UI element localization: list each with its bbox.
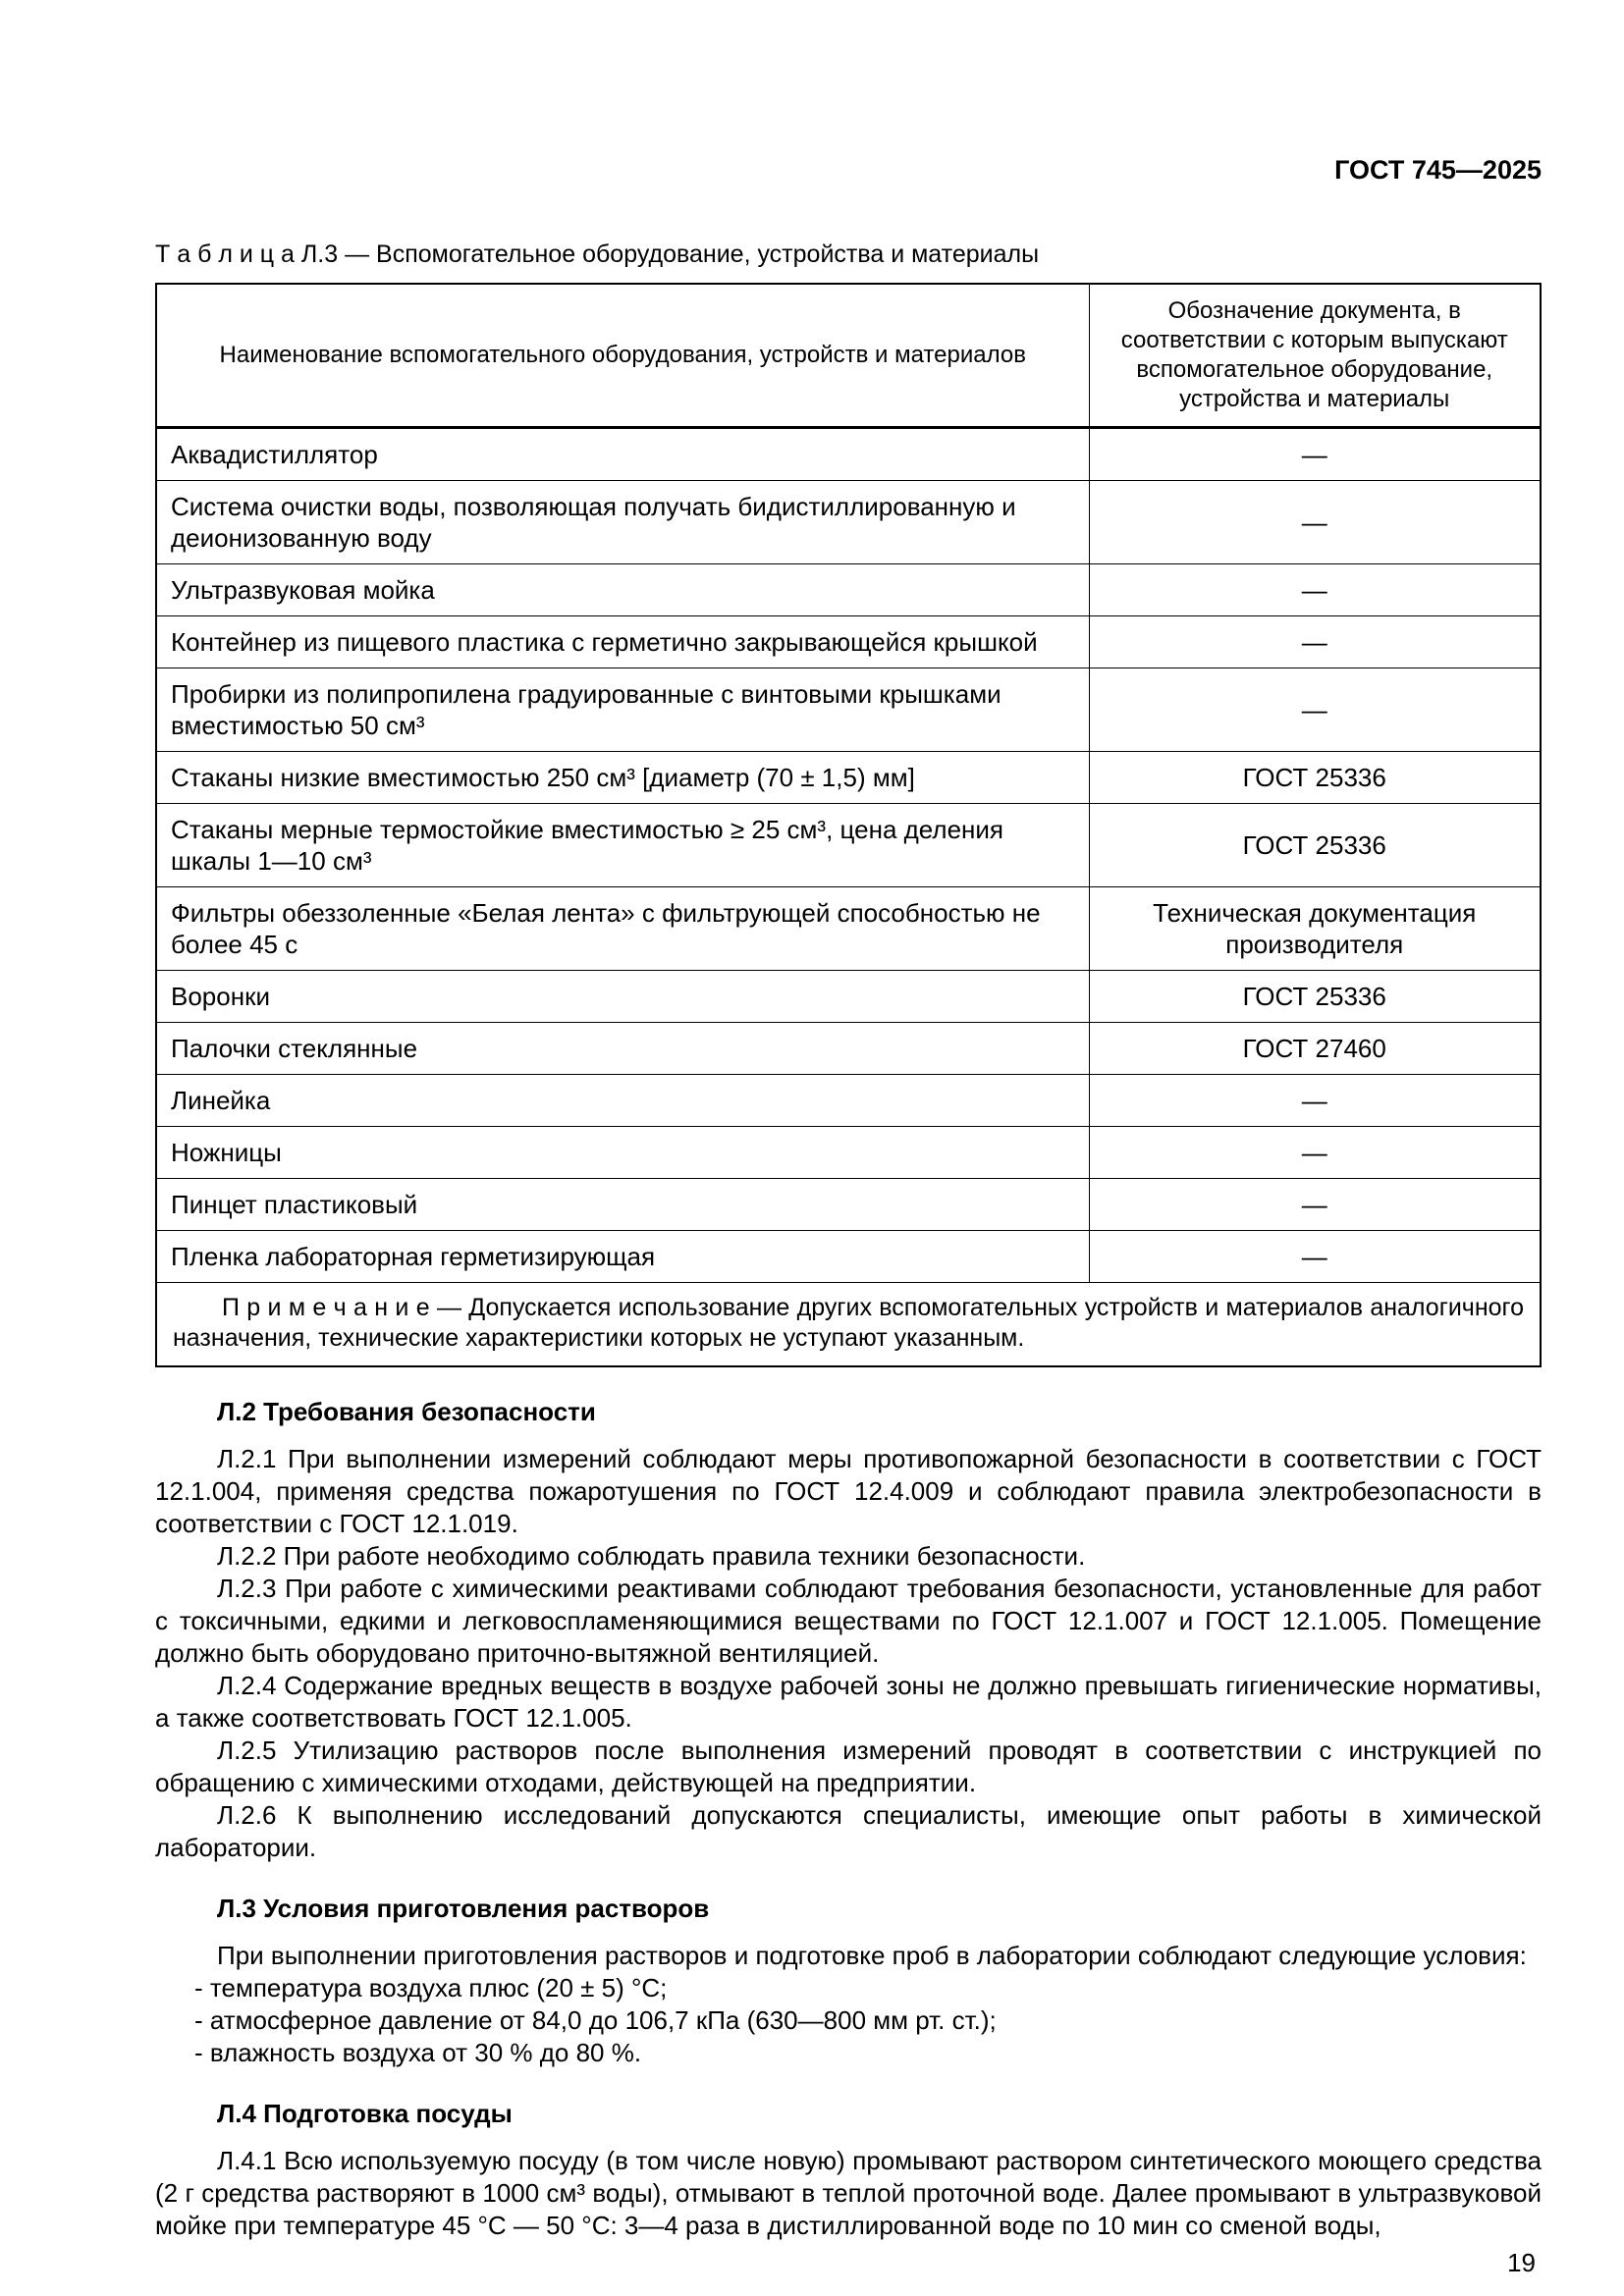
document-ref-cell: Техническая документация производителя [1089,887,1541,971]
equipment-name-cell: Контейнер из пищевого пластика с герметично закрывающейся крышкой [156,616,1089,668]
equipment-name-cell: Пробирки из полипропилена градуированные с винтовыми крышками вместимостью 50 см³ [156,668,1089,752]
running-header: ГОСТ 745—2025 [1334,155,1542,185]
list-item: - атмосферное давление от 84,0 до 106,7 кПа (630—800 мм рт. ст.); [194,2005,997,2035]
page-number: 19 [1507,2248,1536,2277]
table-note: П р и м е ч а н и е — Допускается использование других вспомогательных устройств и материалов аналогичного назначения, технические характеристики которых не уступают указанным. [156,1283,1541,1367]
document-ref-cell: ГОСТ 25336 [1089,804,1541,887]
section-heading: Л.4 Подготовка посуды [217,2099,513,2128]
list-item: - влажность воздуха от 30 % до 80 %. [194,2038,642,2067]
equipment-name-cell: Система очистки воды, позволяющая получать бидистиллированную и деионизованную воду [156,481,1089,564]
table-row [156,1231,1541,1283]
document-ref-cell: ГОСТ 25336 [1089,971,1541,1023]
table-row [156,887,1541,971]
table-row [156,428,1541,481]
equipment-name-cell: Стаканы низкие вместимостью 250 см³ [диаметр (70 ± 1,5) мм] [156,752,1089,804]
equipment-name-cell: Пленка лабораторная герметизирующая [156,1231,1089,1283]
paragraph: Л.4.1 Всю используемую посуду (в том числе новую) промывают раствором синтетического моющего средства (2 г средства растворяют в 1000 см³ воды), отмывают в теплой проточной воде. Далее промывают в ультразвуковой мойке при температуре 45 °С — 50 °С: 3—4 раза в дистиллированной воде по 10 мин со сменой воды, [155,2146,1542,2240]
equipment-name-cell: Ультразвуковая мойка [156,564,1089,616]
equipment-name-cell: Пинцет пластиковый [156,1179,1089,1231]
equipment-table [155,283,1542,1367]
table-note-row [156,1283,1541,1367]
paragraph: Л.2.5 Утилизацию растворов после выполнения измерений проводят в соответствии с инструкцией по обращению с химическими отходами, действующей на предприятии. [155,1735,1542,1797]
table-body [156,428,1541,1367]
equipment-name-cell: Фильтры обеззоленные «Белая лента» с фильтрующей способностью не более 45 с [156,887,1089,971]
table-row [156,971,1541,1023]
table-row [156,1179,1541,1231]
document-ref-cell: ГОСТ 27460 [1089,1023,1541,1075]
table-row [156,481,1541,564]
document-ref-cell: — [1089,1127,1541,1179]
table-row [156,804,1541,887]
document-ref-cell: ГОСТ 25336 [1089,752,1541,804]
equipment-name-cell: Ножницы [156,1127,1089,1179]
equipment-name-cell: Палочки стеклянные [156,1023,1089,1075]
paragraph: Л.2.6 К выполнению исследований допускаются специалисты, имеющие опыт работы в химической лаборатории. [155,1800,1542,1862]
document-ref-cell: — [1089,564,1541,616]
equipment-name-cell: Аквадистиллятор [156,428,1089,481]
paragraph: При выполнении приготовления растворов и подготовке проб в лаборатории соблюдают следующие условия: [217,1941,1527,1970]
section-l4-glassware-preparation [155,2099,1542,2242]
document-ref-cell: — [1089,1075,1541,1127]
paragraph: Л.2.3 При работе с химическими реактивами соблюдают требования безопасности, установленные для работ с токсичными, едкими и легковоспламеняющимися веществами по ГОСТ 12.1.007 и ГОСТ 12.1.005. Помещение должно быть оборудовано приточно-вытяжной вентиляцией. [155,1574,1542,1668]
table-row [156,1075,1541,1127]
table-row [156,564,1541,616]
table-row [156,1023,1541,1075]
document-ref-cell: — [1089,428,1541,481]
equipment-name-cell: Воронки [156,971,1089,1023]
table-header-row [156,284,1541,428]
table-row [156,1127,1541,1179]
document-ref-cell: — [1089,616,1541,668]
paragraph: Л.2.4 Содержание вредных веществ в воздухе рабочей зоны не должно превышать гигиенические нормативы, а также соответствовать ГОСТ 12.1.005. [155,1671,1542,1733]
table-row [156,616,1541,668]
equipment-name-cell: Линейка [156,1075,1089,1127]
document-ref-cell: — [1089,668,1541,752]
section-heading: Л.2 Требования безопасности [217,1397,596,1426]
table-row [156,752,1541,804]
paragraph: Л.2.1 При выполнении измерений соблюдают меры противопожарной безопасности в соответствии с ГОСТ 12.1.004, применяя средства пожаротушения по ГОСТ 12.4.009 и соблюдают правила электробезопасности в соответствии с ГОСТ 12.1.019. [155,1444,1542,1538]
table-caption: Т а б л и ц а Л.3 — Вспомогательное оборудование, устройства и материалы [155,240,1040,268]
section-heading: Л.3 Условия приготовления растворов [217,1894,710,1923]
list-item: - температура воздуха плюс (20 ± 5) °С; [194,1973,668,2002]
document-ref-cell: — [1089,1179,1541,1231]
document-ref-cell: — [1089,1231,1541,1283]
table-row [156,668,1541,752]
table-header [156,284,1541,428]
paragraph: Л.2.2 При работе необходимо соблюдать правила техники безопасности. [217,1541,1086,1571]
document-ref-cell: — [1089,481,1541,564]
column-header-equipment-name: Наименование вспомогательного оборудования, устройств и материалов [156,284,1089,428]
section-l2-safety [155,1397,1542,1864]
section-l3-solution-conditions [155,1894,1542,2069]
equipment-name-cell: Стаканы мерные термостойкие вместимостью ≥ 25 см³, цена деления шкалы 1—10 см³ [156,804,1089,887]
column-header-document: Обозначение документа, в соответствии с которым выпускают вспомогательное оборудование, устройства и материалы [1089,284,1541,428]
